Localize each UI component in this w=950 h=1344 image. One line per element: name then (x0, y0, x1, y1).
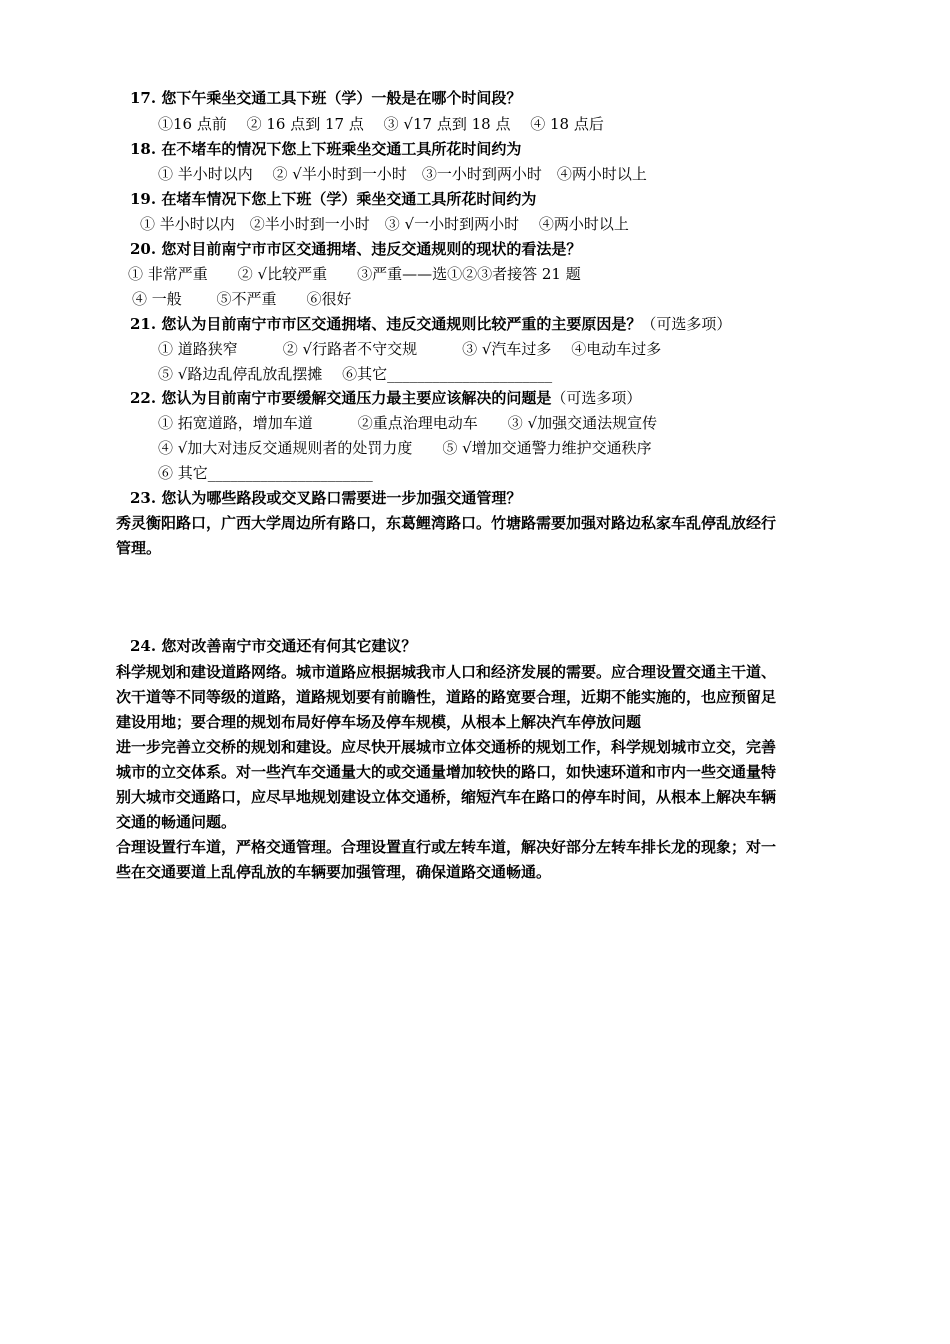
question-text: 您认为目前南宁市要缓解交通压力最主要应该解决的问题是 (161, 389, 552, 407)
question-number: 22. (130, 389, 157, 407)
question-18 (130, 139, 521, 159)
question-22-options-3: ⑥ 其它______________________ (158, 464, 373, 482)
question-24 (130, 636, 416, 656)
question-17 (130, 88, 521, 108)
question-text: 您对目前南宁市市区交通拥堵、违反交通规则的现状的看法是？ (161, 240, 582, 258)
answer-23-line-1: 秀灵衡阳路口，广西大学周边所有路口，东葛鲤湾路口。竹塘路需要加强对路边私家车乱停乱放经行 (116, 514, 777, 532)
question-number: 24. (130, 637, 157, 655)
answer-24-line-2: 次干道等不同等级的道路，道路规划要有前瞻性，道路的路宽要合理，近期不能实施的，也应预留足 (116, 688, 777, 706)
answer-23-line-2: 管理。 (116, 539, 162, 557)
answer-24-line-4: 进一步完善立交桥的规划和建设。应尽快开展城市立体交通桥的规划工作，科学规划城市立交，完善 (116, 738, 777, 756)
question-18-options: ① 半小时以内 ② √半小时到一小时 ③一小时到两小时 ④两小时以上 (158, 165, 647, 183)
answer-24-line-3: 建设用地；要合理的规划布局好停车场及停车规模，从根本上解决汽车停放问题 (116, 713, 642, 731)
question-20-options-1: ① 非常严重 ② √比较严重 ③严重——选①②③者接答 21 题 (128, 265, 581, 283)
answer-24-line-8: 合理设置行车道，严格交通管理。合理设置直行或左转车道，解决好部分左转车排长龙的现象；对一 (116, 838, 777, 856)
question-20-options-2: ④ 一般 ⑤不严重 ⑥很好 (132, 290, 352, 308)
answer-24-line-1: 科学规划和建设道路网络。城市道路应根据城我市人口和经济发展的需要。应合理设置交通主干道、 (116, 663, 777, 681)
question-19 (130, 189, 536, 209)
question-22-options-2: ④ √加大对违反交通规则者的处罚力度 ⑤ √增加交通警力维护交通秩序 (158, 439, 652, 457)
question-note: （可选多项） (641, 315, 732, 333)
answer-24-line-7: 交通的畅通问题。 (116, 813, 237, 831)
question-number: 23. (130, 489, 157, 507)
question-17-options: ①16 点前 ② 16 点到 17 点 ③ √17 点到 18 点 ④ 18 点后 (158, 115, 604, 133)
answer-24-line-6: 别大城市交通路口，应尽早地规划建设立体交通桥，缩短汽车在路口的停车时间，从根本上解决车辆 (116, 788, 777, 806)
question-22-options-1: ① 拓宽道路，增加车道 ②重点治理电动车 ③ √加强交通法规宣传 (158, 414, 658, 432)
question-21-options-1: ① 道路狭窄 ② √行路者不守交规 ③ √汽车过多 ④电动车过多 (158, 340, 662, 358)
question-number: 21. (130, 315, 157, 333)
question-text: 您对改善南宁市交通还有何其它建议？ (161, 637, 417, 655)
question-text: 在不堵车的情况下您上下班乘坐交通工具所花时间约为 (161, 140, 522, 158)
answer-24-line-5: 城市的立交体系。对一些汽车交通量大的或交通量增加较快的路口，如快速环道和市内一些交通量特 (116, 763, 777, 781)
question-20 (130, 239, 581, 259)
question-text: 您认为哪些路段或交叉路口需要进一步加强交通管理？ (161, 489, 522, 507)
question-number: 18. (130, 140, 157, 158)
question-number: 17. (130, 89, 157, 107)
question-text: 您下午乘坐交通工具下班（学）一般是在哪个时间段？ (161, 89, 522, 107)
question-22 (130, 388, 641, 408)
question-19-options: ① 半小时以内 ②半小时到一小时 ③ √一小时到两小时 ④两小时以上 (140, 215, 629, 233)
question-number: 19. (130, 190, 157, 208)
question-text: 在堵车情况下您上下班（学）乘坐交通工具所花时间约为 (161, 190, 537, 208)
question-note: （可选多项） (551, 389, 642, 407)
question-text: 您认为目前南宁市市区交通拥堵、违反交通规则比较严重的主要原因是？ (161, 315, 642, 333)
question-number: 20. (130, 240, 157, 258)
question-21 (130, 314, 731, 334)
question-21-options-2: ⑤ √路边乱停乱放乱摆摊 ⑥其它______________________ (158, 365, 553, 383)
question-23 (130, 488, 521, 508)
answer-24-line-9: 些在交通要道上乱停乱放的车辆要加强管理，确保道路交通畅通。 (116, 863, 552, 881)
